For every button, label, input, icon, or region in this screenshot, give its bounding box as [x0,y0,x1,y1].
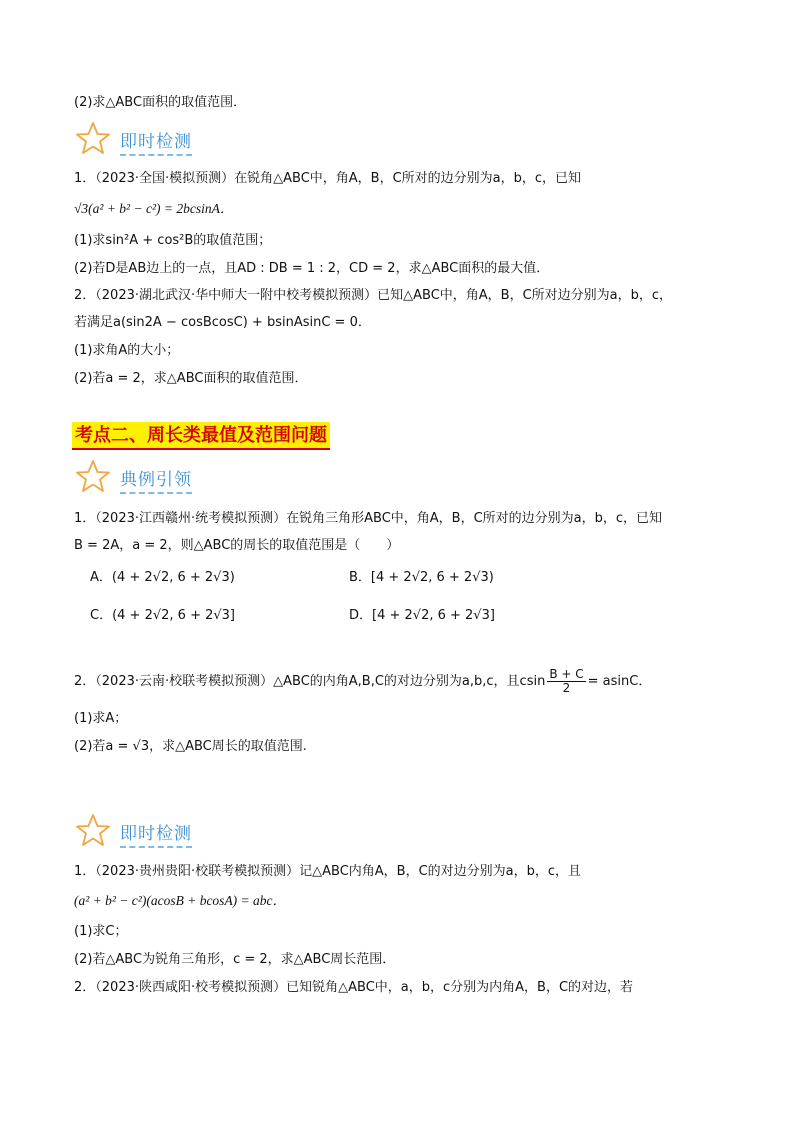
question-2: 2．（2023·陕西咸阳·校考模拟预测）已知锐角△ABC中，a，b，c分别为内角A，B，C的对边，若 [74,980,634,995]
star-icon [74,120,112,158]
section-title: 典例引领 [120,465,192,494]
question-subpart: (2)若△ABC为锐角三角形，c = 2，求△ABC周长范围． [74,952,396,967]
fraction [547,668,585,695]
question-subpart: (2)若D是AB边上的一点，且AD : DB = 1 : 2，CD = 2，求△ABC面积的最大值． [74,261,550,276]
star-icon [74,458,112,496]
question-2-text: 2．（2023·云南·校联考模拟预测）△ABC的内角A,B,C的对边分别为a,b,c，且csin [74,674,546,689]
section-header-instant-check-1 [74,120,192,158]
topic-title: 考点二、周长类最值及范围问题 [72,422,330,450]
question-subpart: (1)求A； [74,711,128,726]
question-1: 1．（2023·江西赣州·统考模拟预测）在锐角三角形ABC中，角A，B，C所对的边分别为a，b，c，已知 [74,511,663,526]
question-subpart: (1)求角A的大小； [74,343,180,358]
section-header-instant-check-2 [74,812,192,850]
question-2-text-end: = asinC． [587,674,652,689]
section-title: 即时检测 [120,127,192,156]
question-subpart: (1)求sin²A + cos²B的取值范围； [74,233,272,248]
section-title: 即时检测 [120,819,192,848]
option-a: A．(4 + 2√2, 6 + 2√3) [90,570,235,585]
star-icon [74,812,112,850]
fraction-numerator: B + C [549,667,584,681]
option-d: D．[4 + 2√2, 6 + 2√3] [349,608,495,623]
equation: 若满足a(sin2A − cosBcosC) + bsinAsinC = 0． [74,315,371,330]
question-1: 1．（2023·贵州贵阳·校联考模拟预测）记△ABC内角A，B，C的对边分别为a，b，c，且 [74,864,582,879]
question-subpart: (1)求C； [74,924,128,939]
question-subpart: (2)若a = 2，求△ABC面积的取值范围． [74,371,308,386]
equation: √3(a² + b² − c²) = 2bcsinA． [74,201,234,216]
option-b: B．[4 + 2√2, 6 + 2√3) [349,570,494,585]
question-subpart: (2)若a = √3，求△ABC周长的取值范围. [74,739,307,754]
option-c: C．(4 + 2√2, 6 + 2√3] [90,608,235,623]
fraction-denominator: 2 [562,681,571,695]
question-1: 1．（2023·全国·模拟预测）在锐角△ABC中，角A，B，C所对的边分别为a，b，c，已知 [74,171,582,186]
question-subpart: (2)求△ABC面积的取值范围． [74,95,247,110]
question-2: 2．（2023·湖北武汉·华中师大一附中校考模拟预测）已知△ABC中，角A，B，C所对边分别为a，b，c， [74,288,673,303]
question-1-cont: B = 2A，a = 2，则△ABC的周长的取值范围是（ ） [74,538,400,553]
section-header-examples [74,458,192,496]
equation: (a² + b² − c²)(acosB + bcosA) = abc． [74,893,287,908]
question-2 [74,668,651,695]
